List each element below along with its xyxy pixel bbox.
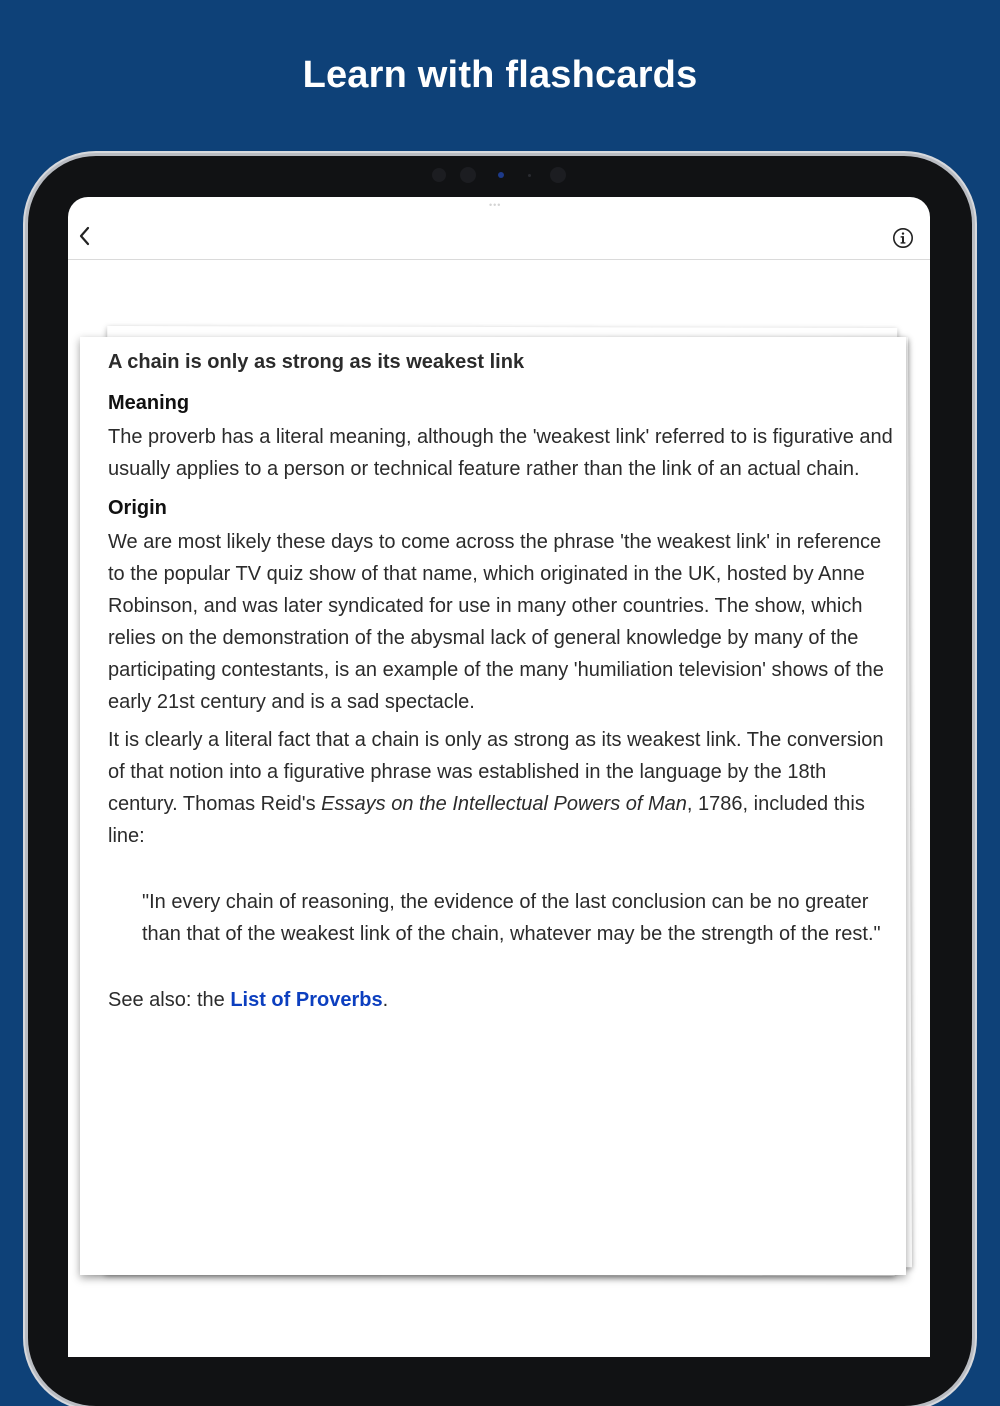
promo-headline: Learn with flashcards — [302, 54, 698, 96]
list-of-proverbs-link[interactable]: List of Proverbs — [230, 989, 383, 1011]
origin-heading: Origin — [108, 497, 167, 519]
proximity-icon — [528, 174, 531, 177]
flashcard[interactable] — [80, 337, 906, 1275]
sensor-icon — [432, 168, 446, 182]
sheet-grabber[interactable]: ••• — [489, 200, 502, 210]
origin-paragraph-1: We are most likely these days to come across the phrase 'the weakest link' in reference to the popular TV quiz show of that name, which originated in the UK, hosted by Anne Robinson, and was later syndicated for use in many other countries. The show, which relies on the demonstration of the abysmal lack of general knowledge by many of the participating contestants, is an example of the many 'humiliation television' shows of the early 21st century and is a sad spectacle. — [108, 531, 884, 713]
back-button[interactable] — [74, 223, 96, 249]
camera-icon — [460, 167, 476, 183]
app-screen — [68, 197, 930, 1357]
proverb-title: A chain is only as strong as its weakest link — [108, 351, 525, 373]
origin-paragraph-2 — [108, 724, 898, 852]
book-title: Essays on the Intellectual Powers of Man — [321, 793, 687, 815]
flashcard-content — [108, 351, 898, 1022]
see-also — [108, 984, 898, 1016]
chevron-left-icon — [74, 223, 96, 249]
navigation-bar — [68, 197, 930, 260]
origin-paragraph-2-start: It is clearly a literal fact that a chain is only as strong as its weakest link. The conversion of that notion into a figurative phrase was established in the language by the 18th century. Thomas Reid's — [108, 729, 884, 815]
meaning-heading: Meaning — [108, 392, 190, 414]
light-sensor-icon — [550, 167, 566, 183]
meaning-text: The proverb has a literal meaning, although the 'weakest link' referred to is figurative and usually applies to a person or technical feature rather than the link of an actual chain. — [108, 426, 893, 480]
info-circle-icon — [892, 227, 914, 249]
reid-quote: "In every chain of reasoning, the evidence of the last conclusion can be no greater than that of the weakest link of the chain, whatever may be the strength of the rest." — [142, 891, 881, 945]
see-also-suffix: . — [382, 989, 389, 1011]
face-id-icon — [498, 172, 504, 178]
see-also-prefix: See also: the — [108, 989, 231, 1011]
origin-paragraph-2-end: , 1786, included this line: — [108, 793, 865, 847]
info-button[interactable] — [892, 227, 914, 249]
